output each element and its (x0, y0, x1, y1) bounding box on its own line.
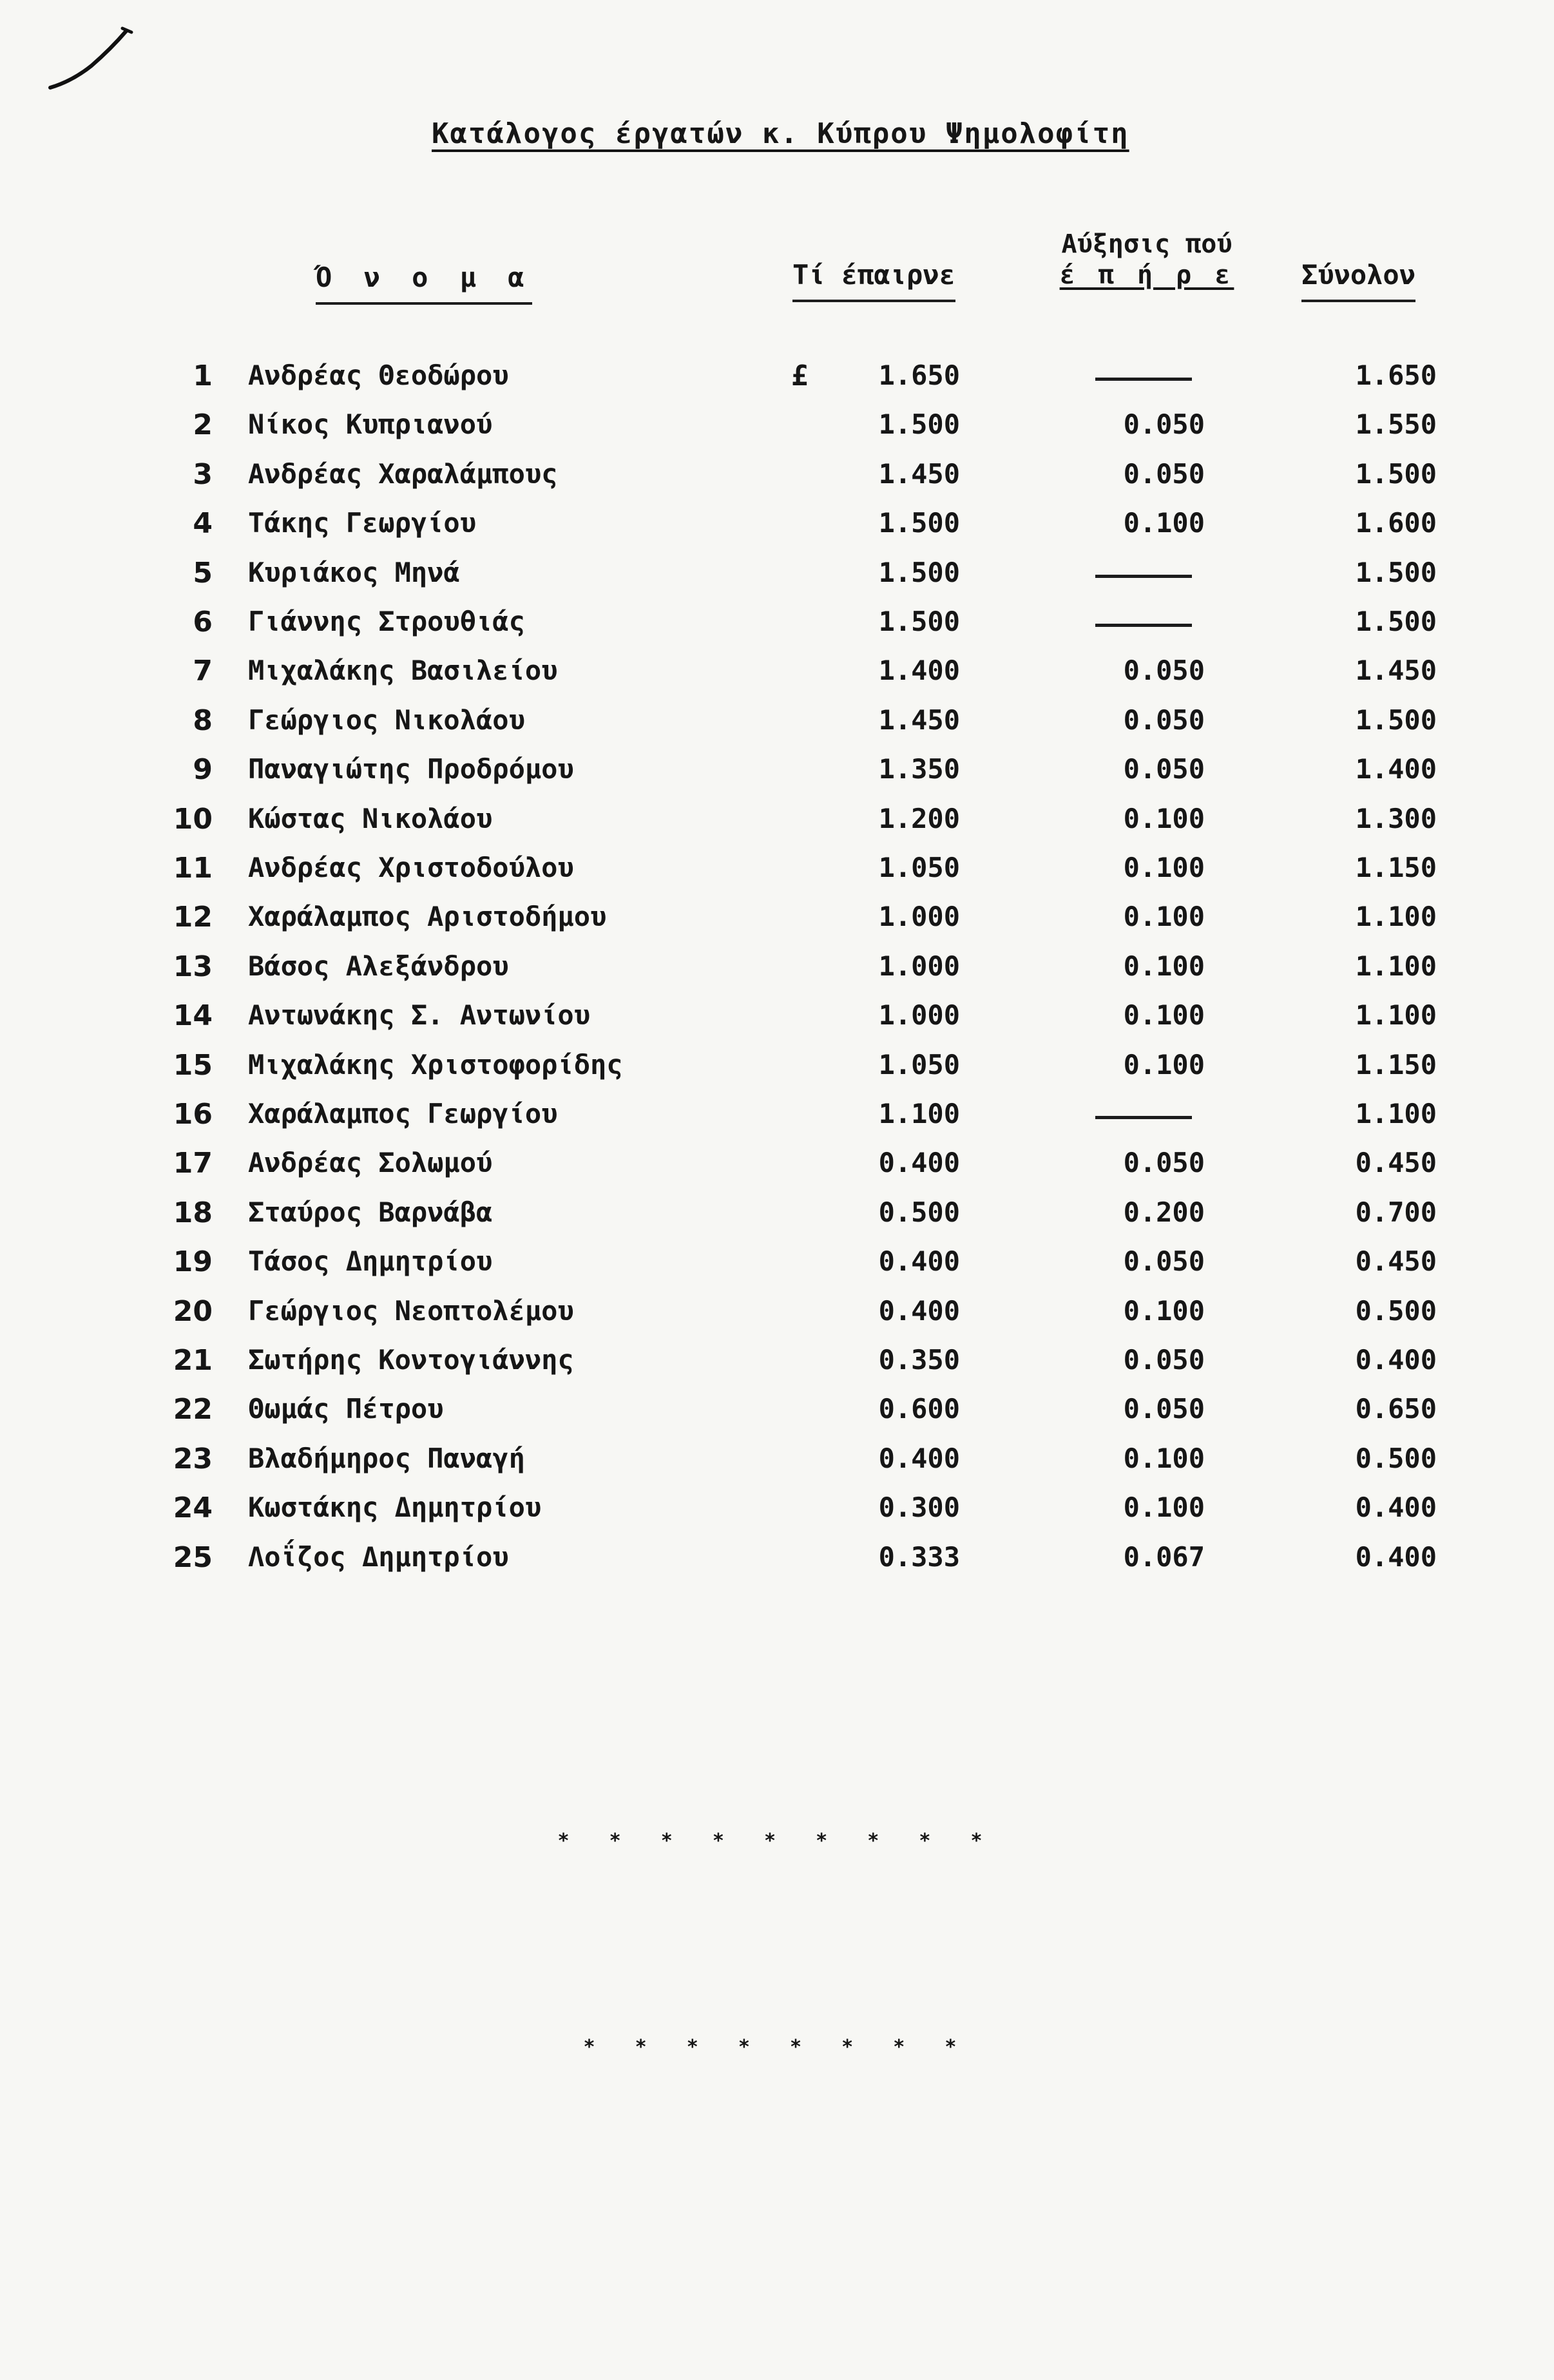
worker-name: Μιχαλάκης Χριστοφορίδης (248, 1048, 623, 1080)
worker-name: Γεώργιος Νεοπτολέμου (248, 1294, 574, 1327)
pen-stroke-mark (46, 26, 137, 97)
row-number: 21 (173, 1344, 213, 1377)
earned-value: 0.300 (878, 1492, 960, 1524)
row-number: 5 (193, 556, 213, 590)
raise-value: 0.050 (1123, 655, 1205, 687)
header-raise-line1: Αύξησις πού (1061, 229, 1233, 259)
worker-name: Χαράλαμπος Αριστοδήμου (248, 901, 607, 933)
header-raise-line2: έ π ή ρ ε (1059, 260, 1234, 290)
worker-name: Ανδρέας Σολωμού (248, 1147, 493, 1179)
header-earned (792, 259, 955, 302)
row-number: 19 (173, 1245, 213, 1279)
table-row (0, 1436, 1554, 1485)
table-row (0, 1140, 1554, 1189)
raise-value: 0.100 (1123, 507, 1205, 539)
row-number: 18 (173, 1196, 213, 1229)
worker-name: Παναγιώτης Προδρόμου (248, 753, 574, 785)
total-value: 0.400 (1355, 1492, 1437, 1524)
row-number: 9 (193, 753, 213, 787)
row-number: 24 (173, 1492, 213, 1525)
raise-value: 0.050 (1123, 457, 1205, 490)
raise-value: 0.100 (1123, 852, 1205, 883)
table-row (0, 1485, 1554, 1534)
header-name-underline (316, 302, 532, 305)
header-total (1301, 259, 1415, 302)
row-number: 1 (193, 360, 213, 392)
raise-value: 0.100 (1123, 999, 1205, 1032)
earned-value: 0.500 (878, 1196, 960, 1228)
raise-value: 0.050 (1123, 1393, 1205, 1425)
row-number: 25 (173, 1540, 213, 1574)
header-earned-underline (792, 300, 955, 302)
earned-value: 1.500 (878, 408, 960, 441)
raise-value: 0.100 (1123, 950, 1205, 982)
table-row (0, 599, 1554, 648)
header-earned-label: Τί έπαιρνε (792, 259, 955, 291)
footer-stars-line-1: * * * * * * * * * (557, 1830, 997, 1852)
total-value: 1.100 (1355, 1098, 1437, 1129)
total-value: 1.650 (1355, 360, 1437, 391)
earned-value: 1.450 (878, 457, 960, 490)
no-raise-dash (1095, 378, 1192, 381)
worker-name: Αντωνάκης Σ. Αντωνίου (248, 999, 591, 1032)
earned-value: 1.000 (878, 999, 960, 1032)
total-value: 0.650 (1355, 1393, 1437, 1425)
raise-value: 0.050 (1123, 753, 1205, 785)
total-value: 1.450 (1355, 655, 1437, 687)
raise-value: 0.200 (1123, 1196, 1205, 1228)
earned-value: 1.050 (878, 1048, 960, 1080)
total-value: 1.100 (1355, 999, 1437, 1032)
raise-value: 0.067 (1123, 1540, 1205, 1573)
header-name (316, 262, 532, 305)
row-number: 22 (173, 1393, 213, 1426)
raise-value: 0.050 (1123, 1147, 1205, 1179)
worker-name: Νίκος Κυπριανού (248, 408, 493, 441)
raise-value: 0.100 (1123, 1492, 1205, 1524)
table-row (0, 698, 1554, 747)
raise-value: 0.050 (1123, 408, 1205, 441)
worker-name: Λοΐζος Δημητρίου (248, 1540, 509, 1573)
header-name-label: Ό ν ο μ α (316, 262, 532, 293)
table-row (0, 353, 1554, 402)
row-number: 2 (193, 408, 213, 442)
earned-value: 1.050 (878, 852, 960, 883)
row-number: 3 (193, 457, 213, 491)
total-value: 1.600 (1355, 507, 1437, 539)
table-row (0, 452, 1554, 501)
table-header (0, 226, 1554, 316)
table-row (0, 1042, 1554, 1091)
no-raise-dash (1095, 575, 1192, 578)
earned-value: 0.400 (878, 1245, 960, 1278)
table-row (0, 944, 1554, 993)
header-raise (1050, 229, 1243, 290)
footer-stars-line-2: * * * * * * * * (583, 2036, 971, 2059)
earned-value: 0.400 (878, 1294, 960, 1327)
total-value: 1.550 (1355, 408, 1437, 441)
total-value: 1.500 (1355, 606, 1437, 637)
row-number: 10 (173, 802, 213, 836)
row-number: 8 (193, 704, 213, 737)
raise-value: 0.100 (1123, 802, 1205, 834)
row-number: 16 (173, 1098, 213, 1131)
total-value: 0.400 (1355, 1344, 1437, 1376)
worker-name: Σωτήρης Κοντογιάννης (248, 1344, 574, 1376)
table-row (0, 501, 1554, 550)
row-number: 17 (173, 1147, 213, 1180)
earned-value: 1.400 (878, 655, 960, 687)
total-value: 0.450 (1355, 1147, 1437, 1179)
table-row (0, 796, 1554, 845)
worker-name: Ανδρέας Θεοδώρου (248, 360, 509, 391)
worker-name: Ανδρέας Χριστοδούλου (248, 852, 574, 883)
earned-value: 1.500 (878, 556, 960, 588)
total-value: 1.100 (1355, 901, 1437, 933)
row-number: 23 (173, 1442, 213, 1475)
header-total-label: Σύνολον (1301, 259, 1416, 291)
no-raise-dash (1095, 1116, 1192, 1119)
worker-name: Μιχαλάκης Βασιλείου (248, 655, 558, 687)
table-row (0, 1091, 1554, 1140)
raise-value: 0.050 (1123, 704, 1205, 736)
row-number: 6 (193, 606, 213, 638)
table-row (0, 894, 1554, 943)
earned-value: 0.333 (878, 1540, 960, 1573)
row-number: 11 (173, 852, 213, 885)
row-number: 12 (173, 901, 213, 934)
earned-value: 1.200 (878, 802, 960, 834)
header-total-underline (1301, 300, 1415, 302)
total-value: 0.400 (1355, 1540, 1437, 1573)
worker-name: Γεώργιος Νικολάου (248, 704, 525, 736)
total-value: 1.150 (1355, 1048, 1437, 1080)
row-number: 4 (193, 507, 213, 541)
earned-value: 1.000 (878, 950, 960, 982)
worker-name: Ανδρέας Χαραλάμπους (248, 457, 558, 490)
total-value: 1.100 (1355, 950, 1437, 982)
raise-value: 0.100 (1123, 1048, 1205, 1080)
earned-value: 1.500 (878, 606, 960, 637)
worker-name: Τάκης Γεωργίου (248, 507, 477, 539)
no-raise-dash (1095, 624, 1192, 627)
worker-name: Βλαδήμηρος Παναγή (248, 1442, 525, 1474)
table-row (0, 1289, 1554, 1338)
total-value: 0.500 (1355, 1294, 1437, 1327)
table-row (0, 1535, 1554, 1584)
row-number: 13 (173, 950, 213, 983)
worker-name: Γιάννης Στρουθιάς (248, 606, 525, 637)
row-number: 15 (173, 1048, 213, 1082)
worker-name: Βάσος Αλεξάνδρου (248, 950, 509, 982)
raise-value: 0.050 (1123, 1344, 1205, 1376)
earned-value: 0.350 (878, 1344, 960, 1376)
earned-value: 1.500 (878, 507, 960, 539)
total-value: 1.500 (1355, 556, 1437, 588)
currency-symbol: £ (791, 360, 809, 392)
row-number: 7 (193, 655, 213, 688)
raise-value: 0.100 (1123, 901, 1205, 933)
worker-name: Τάσος Δημητρίου (248, 1245, 493, 1278)
earned-value: 1.000 (878, 901, 960, 933)
table-row (0, 845, 1554, 894)
worker-name: Σταύρος Βαρνάβα (248, 1196, 493, 1228)
row-number: 20 (173, 1294, 213, 1328)
row-number: 14 (173, 999, 213, 1033)
document-title: Κατάλογος έργατών κ. Κύπρου Ψημολοφίτη (432, 117, 1129, 150)
worker-name: Κωστάκης Δημητρίου (248, 1492, 542, 1524)
earned-value: 1.450 (878, 704, 960, 736)
total-value: 1.150 (1355, 852, 1437, 883)
table-row (0, 1190, 1554, 1239)
worker-name: Χαράλαμπος Γεωργίου (248, 1098, 558, 1129)
earned-value: 0.400 (878, 1442, 960, 1474)
total-value: 1.500 (1355, 704, 1437, 736)
earned-value: 0.600 (878, 1393, 960, 1425)
total-value: 0.450 (1355, 1245, 1437, 1278)
table-row (0, 550, 1554, 599)
table-row (0, 648, 1554, 697)
earned-value: 1.350 (878, 753, 960, 785)
table-row (0, 747, 1554, 796)
raise-value: 0.100 (1123, 1294, 1205, 1327)
earned-value: 1.100 (878, 1098, 960, 1129)
table-row (0, 1239, 1554, 1288)
worker-name: Κυριάκος Μηνά (248, 556, 460, 588)
total-value: 1.500 (1355, 457, 1437, 490)
table-row (0, 402, 1554, 451)
raise-value: 0.100 (1123, 1442, 1205, 1474)
raise-value: 0.050 (1123, 1245, 1205, 1278)
worker-name: Θωμάς Πέτρου (248, 1393, 444, 1425)
total-value: 0.700 (1355, 1196, 1437, 1228)
earned-value: 0.400 (878, 1147, 960, 1179)
table-row (0, 1387, 1554, 1435)
table-row (0, 993, 1554, 1042)
total-value: 0.500 (1355, 1442, 1437, 1474)
table-row (0, 1338, 1554, 1387)
earned-value: 1.650 (878, 360, 960, 391)
worker-name: Κώστας Νικολάου (248, 802, 493, 834)
total-value: 1.400 (1355, 753, 1437, 785)
total-value: 1.300 (1355, 802, 1437, 834)
